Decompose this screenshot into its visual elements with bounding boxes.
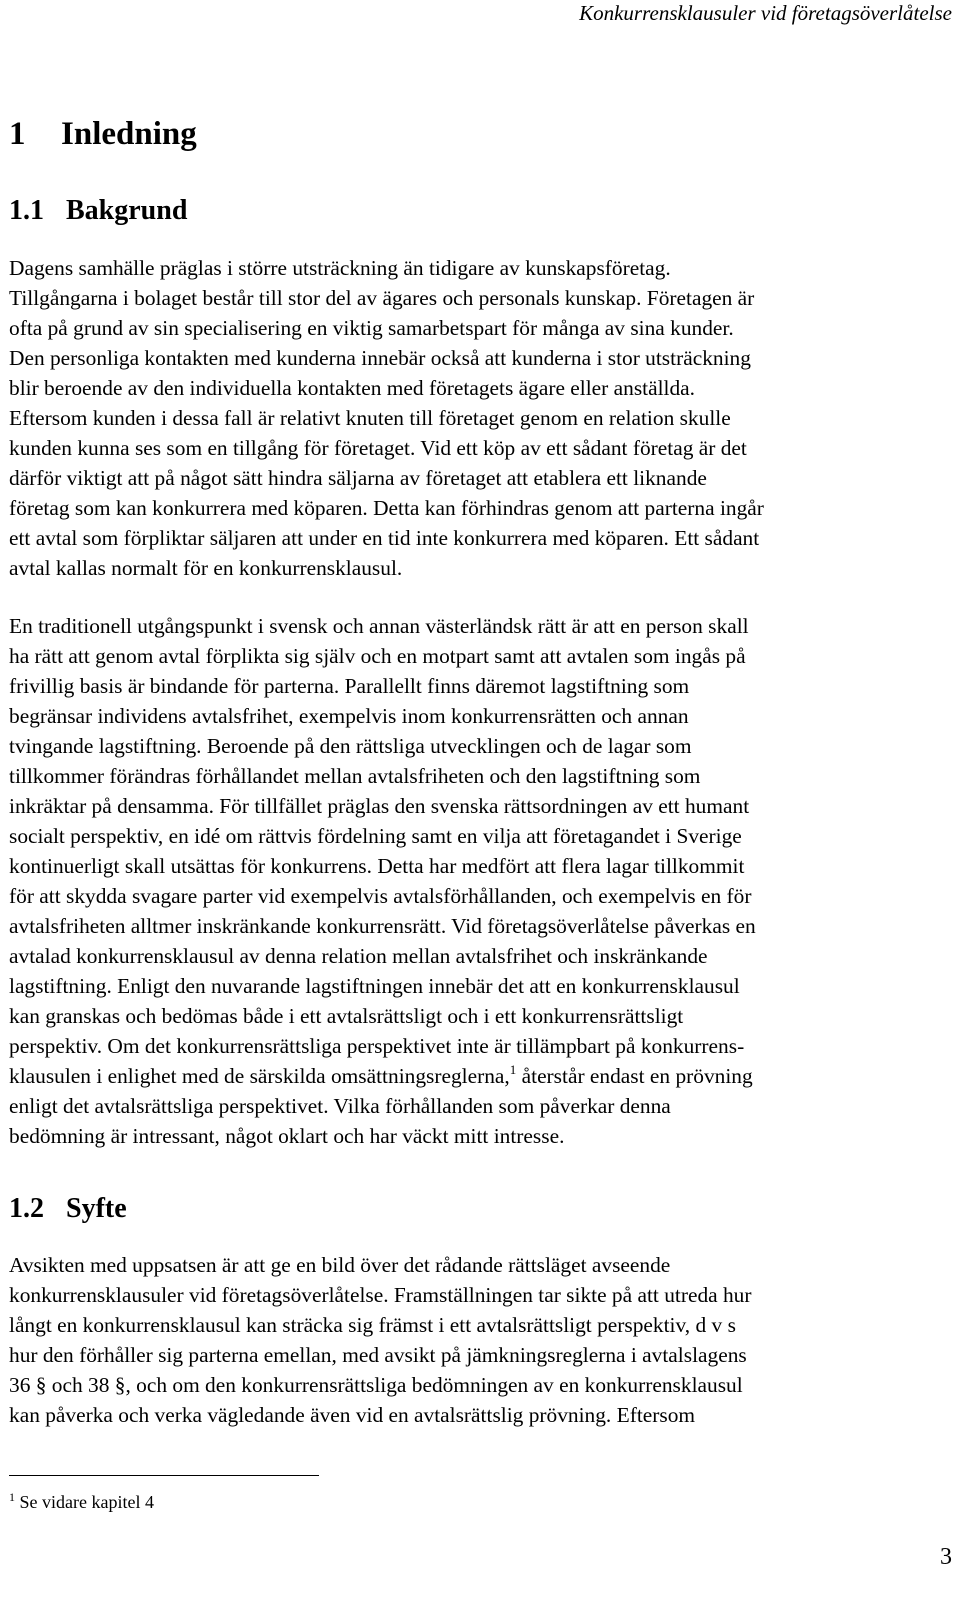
text-line: lagstiftning. Enligt den nuvarande lagstiftningen innebär det att en konkurrensklausul — [9, 974, 740, 998]
text-line: konkurrensklausuler vid företagsöverlåtelse. Framställningen tar sikte på att utreda hur — [9, 1283, 752, 1307]
text-line: Avsikten med uppsatsen är att ge en bild över det rådande rättsläget avseende — [9, 1253, 671, 1277]
chapter-title: Inledning — [61, 116, 197, 152]
footnote-reference[interactable]: 1 — [509, 1062, 517, 1077]
section-heading-syfte — [9, 1191, 127, 1227]
section-number: 1.2 — [9, 1193, 44, 1224]
running-header: Konkurrensklausuler vid företagsöverlåtelse — [579, 1, 952, 25]
text-line: tvingande lagstiftning. Beroende på den rättsliga utvecklingen och de lagar som — [9, 734, 692, 758]
text-line: kan granskas och bedömas både i ett avtalsrättsligt och i ett konkurrensrättsligt — [9, 1004, 684, 1028]
text-line: långt en konkurrensklausul kan sträcka sig främst i ett avtalsrättsligt perspektiv, d v s — [9, 1313, 736, 1337]
paragraph-bakgrund-1 — [9, 253, 939, 583]
text-line: socialt perspektiv, en idé om rättvis fördelning samt en vilja att företagandet i Sverige — [9, 824, 742, 848]
text-line: kunden kunna ses som en tillgång för företaget. Vid ett köp av ett sådant företag är det — [9, 436, 747, 460]
text-line: blir beroende av den individuella kontakten med företagets ägare eller anställda. — [9, 376, 696, 400]
text-line: perspektiv. Om det konkurrensrättsliga perspektivet inte är tillämpbart på konkurrens- — [9, 1034, 745, 1058]
text-line: kan påverka och verka vägledande även vid en avtalsrättslig prövning. Eftersom — [9, 1403, 696, 1427]
text-line: begränsar individens avtalsfrihet, exempelvis inom konkurrensrätten och annan — [9, 704, 689, 728]
text-line: 36 § och 38 §, och om den konkurrensrättsliga bedömningen av en konkurrensklausul — [9, 1373, 743, 1397]
section-title: Bakgrund — [66, 195, 188, 226]
text-line: avtal kallas normalt för en konkurrensklausul. — [9, 556, 403, 580]
text-line: frivillig basis är bindande för parterna. Parallellt finns däremot lagstiftning som — [9, 674, 690, 698]
text-line: företag som kan konkurrera med köparen. Detta kan förhindras genom att parterna ingår — [9, 496, 764, 520]
section-heading-bakgrund — [9, 193, 187, 229]
footnote-marker: 1 — [9, 1490, 15, 1504]
footnote-separator — [9, 1475, 319, 1476]
text-segment: klausulen i enlighet med de särskilda omsättningsreglerna, — [9, 1064, 510, 1088]
text-line: Eftersom kunden i dessa fall är relativt knuten till företaget genom en relation skulle — [9, 406, 731, 430]
text-line: ett avtal som förpliktar säljaren att under en tid inte konkurrera med köparen. Ett sådant — [9, 526, 760, 550]
footnote-text: Se vidare kapitel 4 — [19, 1492, 154, 1512]
paragraph-bakgrund-2 — [9, 611, 939, 1151]
section-title: Syfte — [66, 1193, 127, 1224]
text-line: för att skydda svagare parter vid exempelvis avtalsförhållanden, och exempelvis en för — [9, 884, 752, 908]
text-line: inkräktar på densamma. För tillfället präglas den svenska rättsordningen av ett humant — [9, 794, 750, 818]
paragraph-syfte-1 — [9, 1250, 939, 1430]
page-number: 3 — [940, 1544, 952, 1570]
text-line: kontinuerligt skall utsättas för konkurrens. Detta har medfört att flera lagar tillkommit — [9, 854, 745, 878]
text-line: En traditionell utgångspunkt i svensk och annan västerländsk rätt är att en person skall — [9, 614, 749, 638]
text-line: Tillgångarna i bolaget består till stor del av ägares och personals kunskap. Företagen är — [9, 286, 755, 310]
footnote — [9, 1490, 154, 1514]
text-line: hur den förhåller sig parterna emellan, med avsikt på jämkningsreglerna i avtalslagens — [9, 1343, 747, 1367]
text-line-with-footnote-ref — [9, 1061, 939, 1091]
text-line: bedömning är intressant, något oklart och har väckt mitt intresse. — [9, 1124, 565, 1148]
text-segment: återstår endast en prövning — [516, 1064, 753, 1088]
section-number: 1.1 — [9, 195, 44, 226]
text-line: ha rätt att genom avtal förplikta sig själv och en motpart samt att avtalen som ingås på — [9, 644, 746, 668]
text-line: därför viktigt att på något sätt hindra säljarna av företaget att etablera ett liknande — [9, 466, 707, 490]
text-line: ofta på grund av sin specialisering en viktig samarbetspart för många av sina kunder. — [9, 316, 734, 340]
text-line: tillkommer förändras förhållandet mellan avtalsfriheten och den lagstiftning som — [9, 764, 701, 788]
chapter-heading — [9, 114, 197, 154]
text-line: Dagens samhälle präglas i större utsträckning än tidigare av kunskapsföretag. — [9, 256, 671, 280]
text-line: avtalad konkurrensklausul av denna relation mellan avtalsfrihet och inskränkande — [9, 944, 708, 968]
chapter-number: 1 — [9, 116, 26, 152]
text-line: avtalsfriheten alltmer inskränkande konkurrensrätt. Vid företagsöverlåtelse påverkas en — [9, 914, 756, 938]
text-line: enligt det avtalsrättsliga perspektivet. Vilka förhållanden som påverkar denna — [9, 1094, 671, 1118]
text-line: Den personliga kontakten med kunderna innebär också att kunderna i stor utsträckning — [9, 346, 751, 370]
